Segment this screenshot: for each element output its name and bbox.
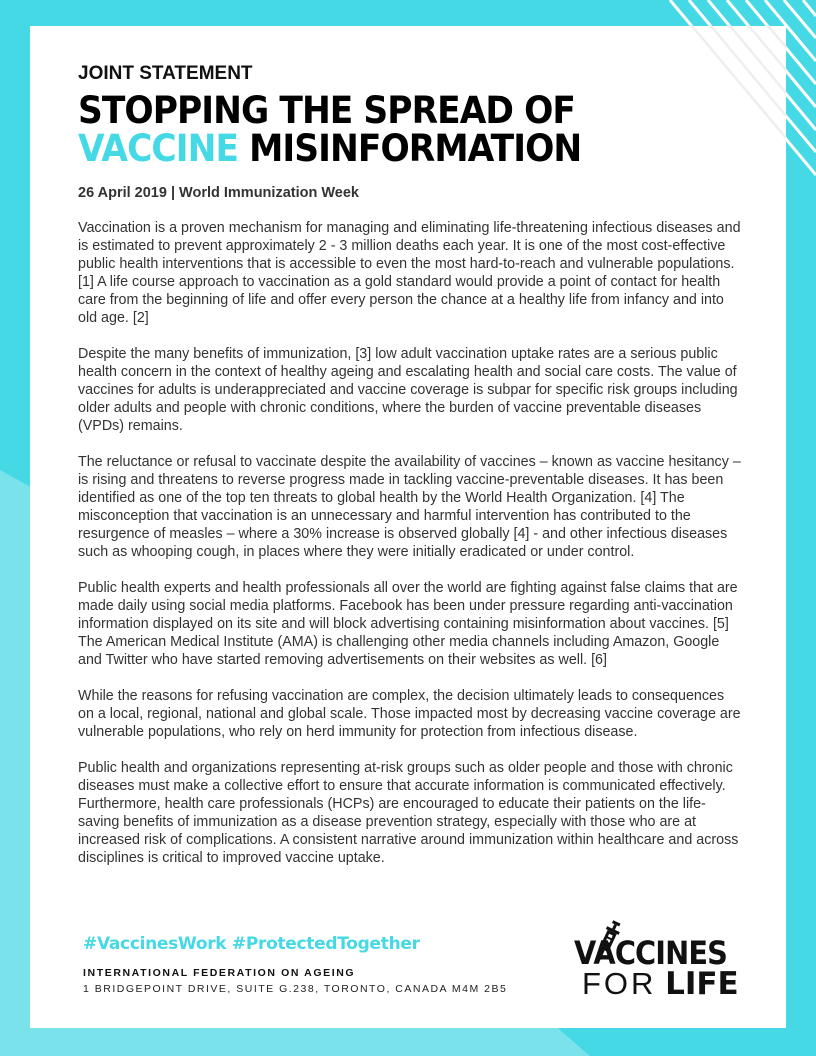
dateline: 26 April 2019 | World Immunization Week [78,185,359,201]
organization-address: 1 BRIDGEPOINT DRIVE, SUITE G.238, TORONTO, CANADA M4M 2B5 [83,983,508,995]
paragraph: Despite the many benefits of immunization, [3] low adult vaccination uptake rates are a serious public health concern in the context of healthy ageing and escalating health and social care costs. The value of vaccines for adults is underappreciated and vaccine coverage is subpar for specific risk groups including older adults and people with chronic conditions, where the burden of vaccine preventable diseases (VPDs) remains. [78,346,738,434]
title-line-1: STOPPING THE SPREAD OF [78,89,576,132]
paragraph: While the reasons for refusing vaccination are complex, the decision ultimately leads to consequences on a local, regional, national and global scale. Those impacted most by decreasing vaccine coverage are vulnerable populations, who rely on herd immunity for protection from infectious disease. [78,688,741,740]
logo-for: FOR [582,966,657,1001]
page-title [78,89,582,170]
logo-line-1: VACCINES [574,934,727,972]
paragraph: Public health experts and health professionals all over the world are fighting against false claims that are made daily using social media platforms. Facebook has been under pressure regarding anti-vaccination information displayed on its site and will block advertising containing misinformation about vaccines. [5] The American Medical Institute (AMA) is challenging other media channels including Amazon, Google and Twitter who have started removing advertisements on their websites as well. [6] [78,580,738,668]
hashtags: #VaccinesWork #ProtectedTogether [83,934,420,954]
title-accent-word: VACCINE [78,127,239,170]
statement-body [78,219,743,885]
paragraph: Public health and organizations representing at-risk groups such as older people and those with chronic diseases must make a collective effort to ensure that accurate information is communicated effectively. Furthermore, health care professionals (HCPs) are encouraged to educate their patients on the life-saving benefits of immunization as a disease prevention strategy, especially with those who are at increased risk of complications. A consistent narrative around immunization within healthcare and across disciplines is critical to improved vaccine uptake. [78,760,739,866]
paragraph: Vaccination is a proven mechanism for managing and eliminating life-threatening infectious diseases and is estimated to prevent approximately 2 - 3 million deaths each year. It is one of the most cost-effective public health interventions that is accessible to even the most hard-to-reach and vulnerable populations. [1] A life course approach to vaccination as a gold standard would provide a point of contact for health care from the beginning of life and offer every person the chance at a healthy life from infancy and into old age. [2] [78,220,741,326]
paragraph: The reluctance or refusal to vaccinate despite the availability of vaccines – known as vaccine hesitancy – is rising and threatens to reverse progress made in tackling vaccine-preventable diseases. It has been identified as one of the top ten threats to global health by the World Health Organization. [4] The misconception that vaccination is an unnecessary and harmful intervention has contributed to the resurgence of measles – where a 30% increase is observed globally [4] - and other infectious diseases such as whooping cough, in places where they were initially eradicated or under control. [78,454,741,560]
organization-name: INTERNATIONAL FEDERATION ON AGEING [83,967,356,979]
logo-life: LIFE [665,966,739,1002]
vaccines-for-life-logo [572,918,747,1002]
title-line-2-rest: MISINFORMATION [249,127,582,170]
logo-line-2 [582,966,739,1002]
title-line-2 [78,127,582,170]
eyebrow-label: JOINT STATEMENT [78,63,253,84]
